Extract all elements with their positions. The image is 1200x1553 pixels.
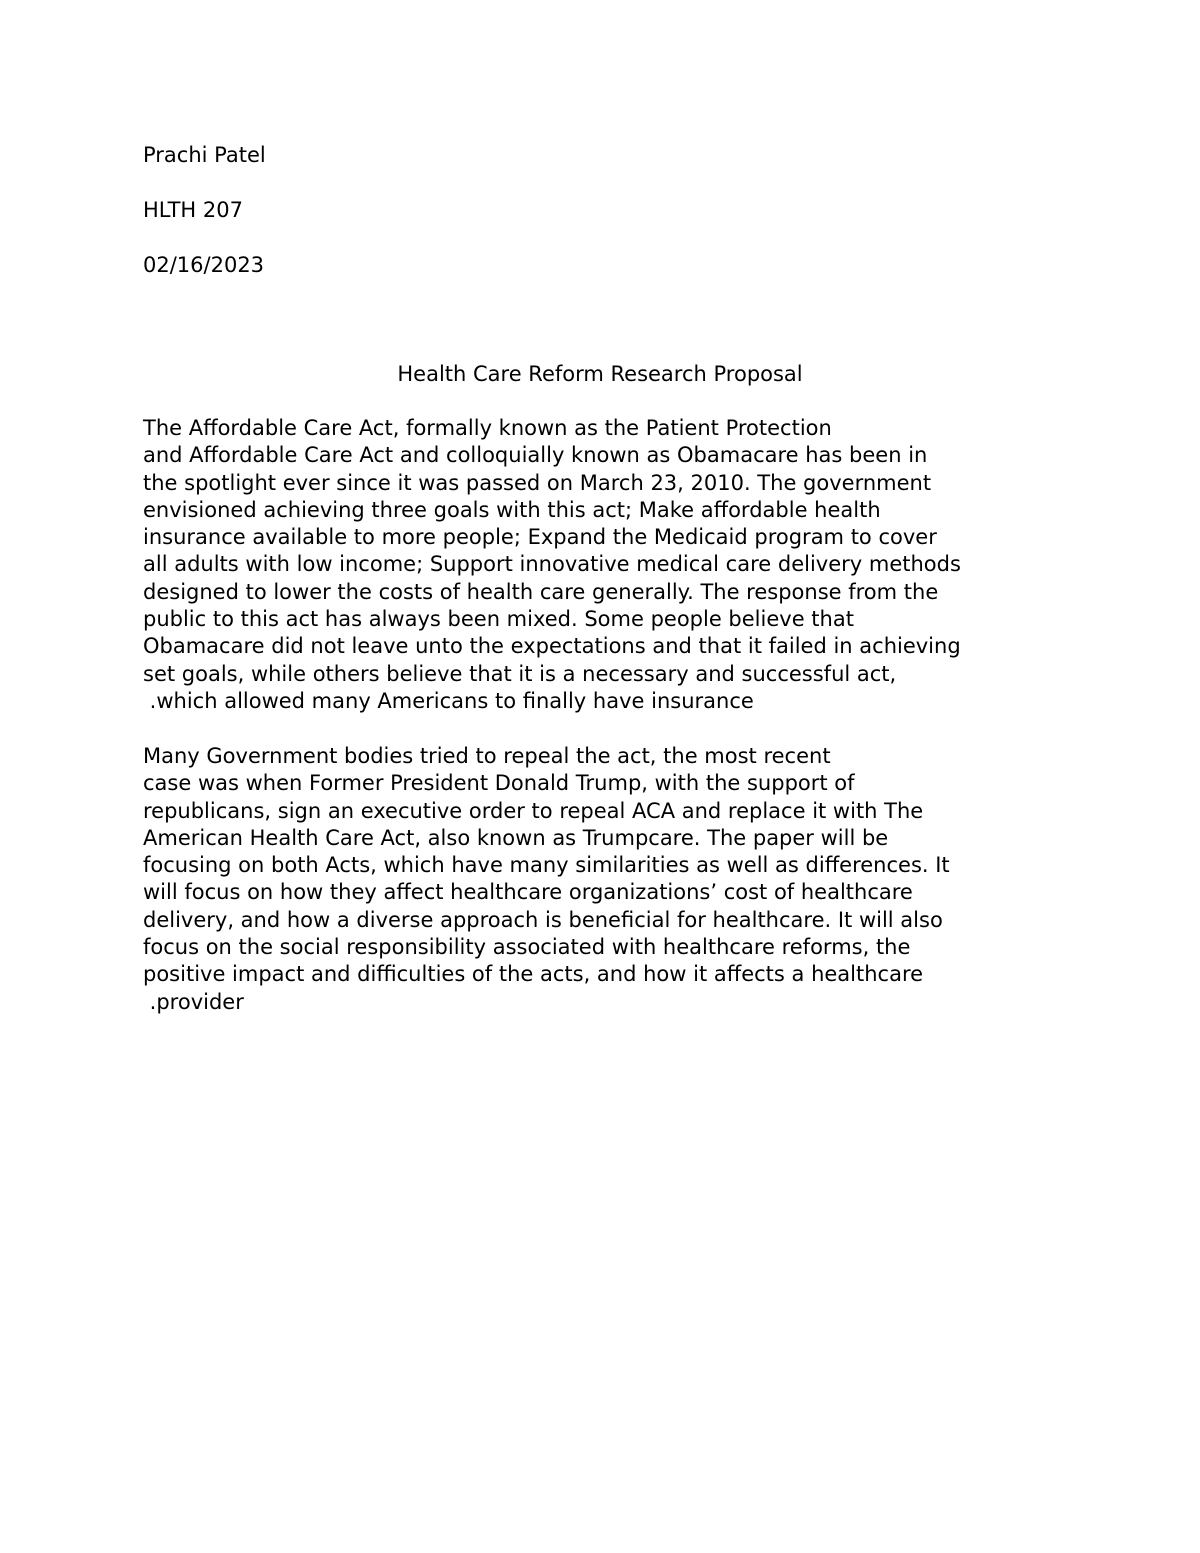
paragraph-line: Obamacare did not leave unto the expectations and that it failed in achieving xyxy=(143,634,961,659)
paragraph-line: .which allowed many Americans to finally have insurance xyxy=(143,688,754,713)
paragraph-line: .provider xyxy=(143,989,244,1014)
paragraph-line: all adults with low income; Support innovative medical care delivery methods xyxy=(143,552,961,577)
course-code: HLTH 207 xyxy=(143,198,243,222)
document-title: Health Care Reform Research Proposal xyxy=(397,362,803,386)
paragraph-line: republicans, sign an executive order to repeal ACA and replace it with The xyxy=(143,798,924,823)
paragraph-line: positive impact and difficulties of the acts, and how it affects a healthcare xyxy=(143,962,924,987)
paragraph-line: The Affordable Care Act, formally known as the Patient Protection xyxy=(143,416,832,440)
paragraph-line: focus on the social responsibility associated with healthcare reforms, the xyxy=(143,935,911,960)
paragraph-line: Many Government bodies tried to repeal the act, the most recent xyxy=(143,744,831,768)
paragraph-line: will focus on how they affect healthcare organizations’ cost of healthcare xyxy=(143,880,913,905)
author-name: Prachi Patel xyxy=(143,143,266,167)
paragraph-2 xyxy=(143,743,1143,1016)
paragraph-line: insurance available to more people; Expand the Medicaid program to cover xyxy=(143,525,937,550)
paragraph-line: delivery, and how a diverse approach is beneficial for healthcare. It will also xyxy=(143,907,943,932)
paragraph-line: the spotlight ever since it was passed on March 23, 2010. The government xyxy=(143,470,932,495)
paragraph-line: focusing on both Acts, which have many similarities as well as differences. It xyxy=(143,853,950,878)
paragraph-line: and Affordable Care Act and colloquially known as Obamacare has been in xyxy=(143,443,928,468)
paragraph-line: public to this act has always been mixed. Some people believe that xyxy=(143,607,854,632)
paragraph-line: envisioned achieving three goals with this act; Make affordable health xyxy=(143,497,881,522)
paragraph-line: American Health Care Act, also known as Trumpcare. The paper will be xyxy=(143,825,889,850)
submission-date: 02/16/2023 xyxy=(143,253,265,277)
paragraph-line: designed to lower the costs of health care generally. The response from the xyxy=(143,579,939,604)
paragraph-1 xyxy=(143,415,1143,715)
paragraph-line: case was when Former President Donald Trump, with the support of xyxy=(143,771,855,796)
paragraph-line: set goals, while others believe that it is a necessary and successful act, xyxy=(143,661,897,686)
